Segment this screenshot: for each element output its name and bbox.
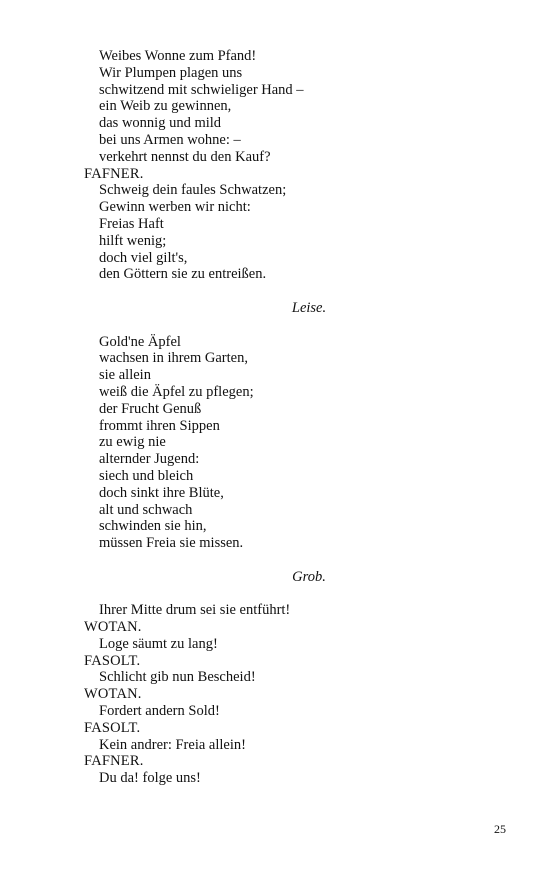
verse-line: doch viel gilt's, (99, 249, 188, 266)
verse-line: ein Weib zu gewinnen, (99, 98, 232, 115)
verse-line: schwitzend mit schwieliger Hand – (99, 81, 304, 98)
verse-line: Freias Haft (99, 215, 164, 232)
verse-line: doch sinkt ihre Blüte, (99, 484, 224, 501)
verse-line: den Göttern sie zu entreißen. (99, 266, 267, 283)
speaker-name: FAFNER. (84, 165, 144, 182)
verse-line: der Frucht Genuß (99, 400, 202, 417)
verse-line: bei uns Armen wohne: – (99, 131, 241, 148)
verse-line: Fordert andern Sold! (99, 703, 220, 720)
page-number: 25 (494, 822, 506, 836)
verse-line: Wir Plumpen plagen uns (99, 64, 243, 81)
verse-line: zu ewig nie (99, 434, 166, 451)
verse-line: weiß die Äpfel zu pflegen; (99, 383, 254, 400)
stage-direction: Grob. (292, 568, 326, 585)
verse-line: Weibes Wonne zum Pfand! (99, 48, 257, 64)
verse-line: müssen Freia sie missen. (99, 535, 244, 552)
stage-direction: Leise. (291, 299, 327, 316)
verse-line: hilft wenig; (99, 232, 167, 249)
verse-line: siech und bleich (99, 467, 194, 484)
verse-line: Du da! folge uns! (99, 770, 201, 787)
verse-line: wachsen in ihrem Garten, (99, 350, 248, 367)
verse-line: Loge säumt zu lang! (99, 635, 218, 652)
verse-line: alt und schwach (99, 501, 193, 518)
verse-line: sie allein (99, 367, 151, 384)
verse-line: Gold'ne Äpfel (99, 333, 181, 350)
speaker-name: WOTAN. (84, 686, 142, 703)
play-text (84, 48, 504, 787)
verse-line: Gewinn werben wir nicht: (99, 199, 251, 216)
verse-line: Schlicht gib nun Bescheid! (99, 669, 256, 686)
verse-line: das wonnig und mild (99, 115, 222, 132)
speaker-name: WOTAN. (84, 619, 142, 636)
verse-line: alternder Jugend: (99, 451, 200, 468)
verse-line: Schweig dein faules Schwatzen; (99, 182, 287, 199)
verse-line: Kein andrer: Freia allein! (99, 736, 246, 753)
speaker-name: FAFNER. (84, 753, 144, 770)
verse-line: verkehrt nennst du den Kauf? (99, 148, 271, 165)
verse-line: schwinden sie hin, (99, 518, 207, 535)
verse-line: frommt ihren Sippen (99, 417, 220, 434)
speaker-name: FASOLT. (84, 652, 141, 669)
verse-line: Ihrer Mitte drum sei sie entführt! (99, 602, 291, 619)
speaker-name: FASOLT. (84, 719, 141, 736)
